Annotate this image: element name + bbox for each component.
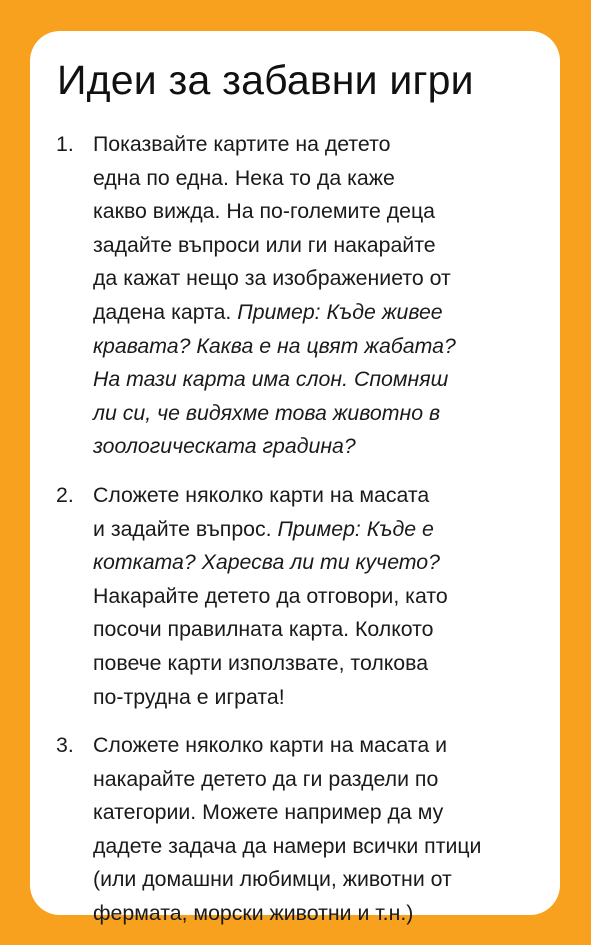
text-line xyxy=(93,513,546,547)
example-text: На тази карта има слон. Спомняш xyxy=(93,367,449,392)
text-line xyxy=(93,262,546,296)
instruction-text: посочи правилната карта. Колкото xyxy=(93,617,434,642)
text-line xyxy=(93,647,546,681)
instruction-text: Сложете няколко карти на масата и xyxy=(93,733,448,758)
text-line xyxy=(93,330,546,364)
game-number: 1. xyxy=(56,132,74,156)
page-title: Идеи за забавни игри xyxy=(57,57,474,103)
instruction-text: по-трудна е играта! xyxy=(93,684,285,709)
instruction-text: фермата, морски животни и т.н.) xyxy=(93,901,414,926)
text-line xyxy=(93,863,546,897)
instruction-text: повече карти използвате, толкова xyxy=(93,650,429,675)
instruction-text: дадете задача да намери всички птици xyxy=(93,833,482,858)
game-description xyxy=(93,128,546,464)
example-text: котката? Харесва ли ти кучето? xyxy=(93,550,440,575)
text-line xyxy=(93,681,546,715)
instruction-text: категории. Можете например да му xyxy=(93,800,444,825)
game-number: 3. xyxy=(56,733,74,758)
game-item xyxy=(56,128,546,464)
text-line xyxy=(93,195,546,229)
text-line xyxy=(93,580,546,614)
text-line xyxy=(93,897,546,931)
text-line xyxy=(93,430,546,464)
text-line xyxy=(93,162,546,196)
instruction-text: Показвайте картите на детето xyxy=(93,132,391,156)
instruction-text: Сложете няколко карти на масата xyxy=(93,482,430,507)
instruction-text: една по една. Нека то да каже xyxy=(93,165,395,190)
text-line xyxy=(93,128,546,162)
text-line xyxy=(93,830,546,864)
instruction-text: задайте въпроси или ги накарайте xyxy=(93,232,436,257)
text-line xyxy=(93,397,546,431)
game-list xyxy=(56,128,546,931)
instruction-text: (или домашни любимци, животни от xyxy=(93,867,452,892)
instruction-text: Накарайте детето да отговори, като xyxy=(93,583,448,608)
text-line xyxy=(93,229,546,263)
game-description xyxy=(93,479,546,714)
example-text: ли си, че видяхме това животно в xyxy=(93,400,441,425)
game-item xyxy=(56,479,546,714)
instruction-text: дадена карта. xyxy=(93,299,238,324)
instruction-card xyxy=(30,31,560,926)
example-text: кравата? Каква е на цвят жабата? xyxy=(93,333,456,358)
text-line xyxy=(93,363,546,397)
text-line xyxy=(93,796,546,830)
instruction-text: да кажат нещо за изображението от xyxy=(93,266,451,291)
text-line xyxy=(93,613,546,647)
game-number: 2. xyxy=(56,482,74,507)
game-description xyxy=(93,729,546,931)
text-line xyxy=(93,479,546,513)
text-line xyxy=(93,546,546,580)
example-text: Пример: Къде е xyxy=(277,516,434,541)
instruction-text: накарайте детето да ги раздели по xyxy=(93,766,439,791)
text-line xyxy=(93,729,546,763)
example-text: Пример: Къде живее xyxy=(237,299,443,324)
instruction-text: и задайте въпрос. xyxy=(93,516,278,541)
instruction-text: какво вижда. На по-големите деца xyxy=(93,199,436,224)
text-line xyxy=(93,763,546,797)
example-text: зоологическата градина? xyxy=(93,434,356,459)
text-line xyxy=(93,296,546,330)
game-item xyxy=(56,729,546,931)
